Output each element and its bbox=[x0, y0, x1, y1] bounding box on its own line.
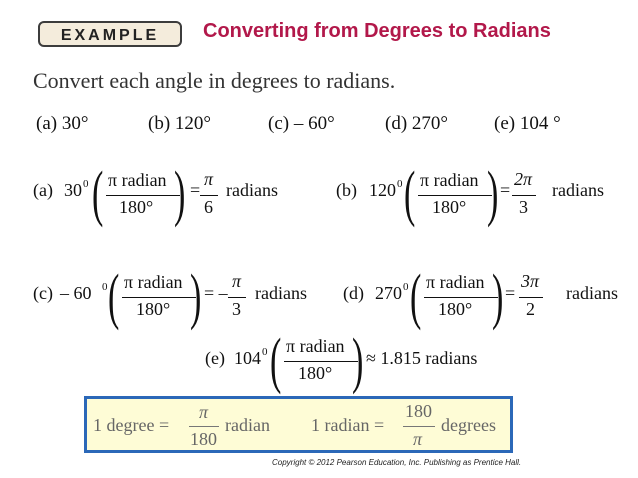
fraction-bar bbox=[418, 195, 492, 196]
result-denominator: 3 bbox=[519, 197, 528, 217]
radian-formula-unit: degrees bbox=[441, 415, 496, 435]
right-paren: ) bbox=[352, 327, 364, 395]
fraction-numerator: π radian bbox=[420, 170, 479, 190]
degree-formula-bar bbox=[189, 426, 219, 427]
fraction-bar bbox=[284, 361, 358, 362]
result-denominator: 3 bbox=[232, 299, 241, 319]
page-title: Converting from Degrees to Radians bbox=[203, 20, 551, 42]
angle-d: (d) 270° bbox=[385, 113, 449, 134]
fraction-denominator: 180° bbox=[432, 197, 467, 217]
degree-formula-denominator: 180 bbox=[190, 429, 217, 449]
result-bar bbox=[200, 195, 218, 196]
radian-formula-bar bbox=[403, 426, 435, 427]
degree-sup: 0 bbox=[403, 281, 409, 293]
right-paren: ) bbox=[190, 263, 202, 331]
solution-label: (b) bbox=[336, 180, 357, 200]
degree-formula-numerator: π bbox=[199, 402, 209, 422]
left-paren: ( bbox=[270, 327, 282, 395]
result-bar bbox=[228, 297, 246, 298]
degree-sup: 0 bbox=[102, 281, 108, 293]
result-numerator: π bbox=[232, 271, 242, 291]
fraction-denominator: 180° bbox=[119, 197, 154, 217]
left-paren: ( bbox=[108, 263, 120, 331]
result-bar bbox=[512, 195, 536, 196]
fraction-numerator: π radian bbox=[426, 272, 485, 292]
fraction-bar bbox=[424, 297, 498, 298]
result-numerator: 3π bbox=[521, 271, 540, 291]
degree-value: 104 bbox=[234, 348, 261, 368]
result-bar bbox=[519, 297, 543, 298]
fraction-bar bbox=[106, 195, 180, 196]
angle-e: (e) 104 ° bbox=[494, 113, 561, 134]
degree-value: 120 bbox=[369, 180, 396, 200]
equals-sign: = bbox=[190, 180, 201, 200]
left-paren: ( bbox=[92, 160, 104, 228]
radian-formula-denominator: π bbox=[413, 429, 423, 449]
left-paren: ( bbox=[410, 263, 422, 331]
right-paren: ) bbox=[492, 263, 504, 331]
fraction-numerator: π radian bbox=[108, 170, 167, 190]
solution-label: (c) bbox=[33, 283, 53, 303]
degree-value: – 60 bbox=[60, 283, 92, 303]
solution-label: (e) bbox=[205, 348, 225, 368]
degree-formula-lhs: 1 degree = bbox=[93, 415, 170, 435]
result-denominator: 2 bbox=[526, 299, 535, 319]
degree-value: 30 bbox=[64, 180, 82, 200]
unit-label: radians bbox=[566, 283, 618, 303]
fraction-bar bbox=[122, 297, 196, 298]
angle-a: (a) 30° bbox=[36, 113, 89, 134]
unit-label: radians bbox=[552, 180, 604, 200]
equals-sign: = – bbox=[204, 283, 228, 303]
instruction-text: Convert each angle in degrees to radians. bbox=[33, 68, 396, 93]
radian-formula-lhs: 1 radian = bbox=[311, 415, 385, 435]
degree-sup: 0 bbox=[397, 178, 403, 190]
conversion-formula-box bbox=[84, 396, 513, 453]
solution-label: (a) bbox=[33, 180, 53, 200]
fraction-numerator: π radian bbox=[124, 272, 183, 292]
result-denominator: 6 bbox=[204, 197, 213, 217]
equals-sign: = bbox=[500, 180, 511, 200]
unit-label: radians bbox=[226, 180, 278, 200]
right-paren: ) bbox=[174, 160, 186, 228]
angle-c: (c) – 60° bbox=[268, 113, 335, 134]
degree-value: 270 bbox=[375, 283, 402, 303]
left-paren: ( bbox=[404, 160, 416, 228]
example-badge: EXAMPLE bbox=[38, 21, 182, 47]
fraction-denominator: 180° bbox=[438, 299, 473, 319]
equals-sign: = bbox=[505, 283, 516, 303]
result-numerator: 2π bbox=[514, 169, 533, 189]
result-text: ≈ 1.815 radians bbox=[366, 348, 478, 368]
solution-label: (d) bbox=[343, 283, 364, 303]
degree-sup: 0 bbox=[262, 346, 268, 358]
fraction-numerator: π radian bbox=[286, 336, 345, 356]
unit-label: radians bbox=[255, 283, 307, 303]
copyright-notice: Copyright © 2012 Pearson Education, Inc. Publishing as Prentice Hall. bbox=[272, 458, 522, 467]
fraction-denominator: 180° bbox=[136, 299, 171, 319]
result-numerator: π bbox=[204, 169, 214, 189]
radian-formula-numerator: 180 bbox=[405, 401, 432, 421]
fraction-denominator: 180° bbox=[298, 363, 333, 383]
right-paren: ) bbox=[487, 160, 499, 228]
angle-b: (b) 120° bbox=[148, 113, 212, 134]
degree-formula-unit: radian bbox=[225, 415, 270, 435]
degree-sup: 0 bbox=[83, 178, 89, 190]
